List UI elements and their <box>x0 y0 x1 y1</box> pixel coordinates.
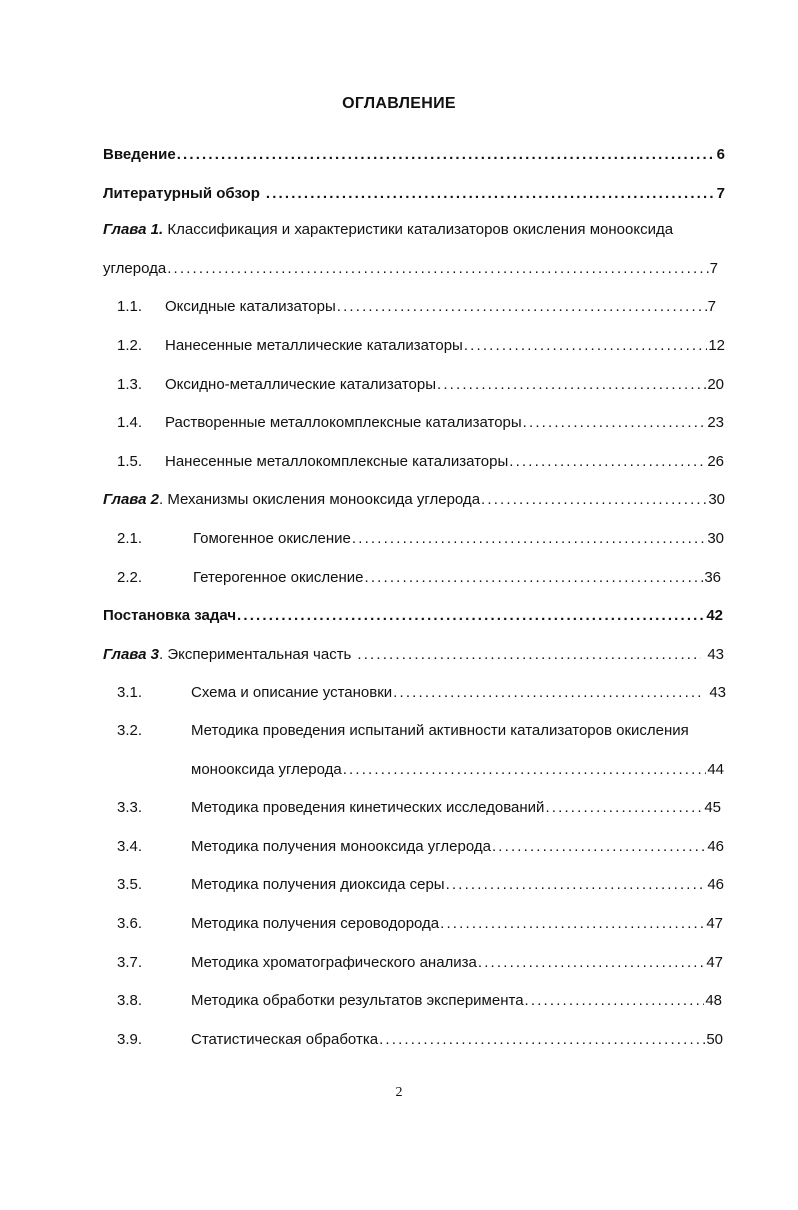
entry-text: монооксида углерода <box>191 761 342 778</box>
entry-text: Нанесенные металлические катализаторы <box>165 337 463 354</box>
toc-entry-introduction <box>103 146 725 164</box>
entry-page: 36 <box>704 569 721 586</box>
toc-entry-1-2 <box>117 337 725 355</box>
entry-text: . Экспериментальная часть <box>159 646 352 663</box>
entry-page: 20 <box>707 376 724 393</box>
entry-number: 2.1. <box>117 530 143 547</box>
toc-entry-3-6 <box>117 915 723 933</box>
entry-page: 7 <box>707 298 716 315</box>
leader-dots <box>509 453 706 471</box>
entry-page: 43 <box>707 646 724 663</box>
leader-dots <box>446 876 707 894</box>
entry-number: 3.3. <box>117 799 143 816</box>
entry-number: 3.4. <box>117 838 143 855</box>
toc-entry-literature-review <box>103 185 725 203</box>
toc-chapter-3 <box>103 646 724 664</box>
entry-page: 50 <box>706 1031 723 1048</box>
page-number: 2 <box>395 1085 403 1100</box>
leader-dots <box>177 146 716 164</box>
toc-entry-3-1 <box>117 684 726 702</box>
entry-text: Оксидно-металлические катализаторы <box>165 376 436 393</box>
toc-title: ОГЛАВЛЕНИЕ <box>342 95 456 112</box>
entry-number: 1.4. <box>117 414 143 431</box>
toc-entry-1-3 <box>117 376 724 394</box>
leader-dots <box>478 954 705 972</box>
entry-text: Методика получения сероводорода <box>191 915 440 932</box>
entry-page: 47 <box>706 954 723 971</box>
entry-page: 46 <box>707 876 724 893</box>
leader-dots <box>337 298 707 316</box>
entry-page: 30 <box>708 491 725 508</box>
entry-text: Статистическая обработка <box>191 1031 379 1048</box>
entry-text: углерода <box>103 260 167 277</box>
leader-dots <box>379 1031 705 1049</box>
entry-page: 42 <box>706 607 723 624</box>
leader-dots <box>440 915 705 933</box>
leader-dots <box>525 992 705 1010</box>
entry-text: Гетерогенное окисление <box>193 569 364 586</box>
leader-dots <box>352 530 706 548</box>
toc-chapter-1-line2 <box>103 260 718 278</box>
leader-dots <box>364 569 703 587</box>
entry-text: Оксидные катализаторы <box>165 298 336 315</box>
toc-entry-2-1 <box>117 530 724 548</box>
chapter-label: Глава 1. <box>103 221 164 238</box>
leader-dots <box>523 414 707 432</box>
entry-text: Введение <box>103 146 176 163</box>
leader-dots <box>393 684 703 702</box>
toc-entry-3-2-line2 <box>191 761 724 779</box>
entry-page: 7 <box>716 185 725 202</box>
leader-dots <box>437 376 706 394</box>
toc-entry-1-5 <box>117 453 724 471</box>
toc-entry-problem-statement <box>103 607 723 625</box>
entry-number: 3.7. <box>117 954 143 971</box>
entry-page: 26 <box>707 453 724 470</box>
entry-page: 43 <box>709 684 726 701</box>
entry-number: 3.2. <box>117 722 143 739</box>
toc-entry-3-2-line1 <box>117 722 689 740</box>
toc-entry-3-4 <box>117 838 724 856</box>
entry-page: 45 <box>704 799 721 816</box>
entry-text: Нанесенные металлокомплексные катализаторы <box>165 453 509 470</box>
entry-text: Классификация и характеристики катализаторов окисления монооксида <box>163 221 674 238</box>
entry-text: Методика проведения кинетических исследований <box>191 799 545 816</box>
toc-entry-3-9 <box>117 1031 723 1049</box>
entry-number: 3.8. <box>117 992 143 1009</box>
entry-number: 3.5. <box>117 876 143 893</box>
entry-text: Растворенные металлокомплексные катализаторы <box>165 414 522 431</box>
entry-text: Схема и описание установки <box>191 684 393 701</box>
toc-entry-2-2 <box>117 569 721 587</box>
entry-text: Методика получения диоксида серы <box>191 876 445 893</box>
entry-text: Литературный обзор <box>103 185 260 202</box>
entry-page: 23 <box>707 414 724 431</box>
entry-text: Методика проведения испытаний активности катализаторов окисления <box>191 722 689 739</box>
entry-page: 7 <box>709 260 718 277</box>
leader-dots <box>492 838 706 856</box>
toc-entry-3-5 <box>117 876 724 894</box>
toc-entry-1-4 <box>117 414 724 432</box>
leader-dots <box>464 337 707 355</box>
entry-page: 48 <box>705 992 722 1009</box>
toc-chapter-2 <box>103 491 725 509</box>
entry-number: 3.1. <box>117 684 143 701</box>
leader-dots <box>481 491 707 509</box>
entry-page: 12 <box>708 337 725 354</box>
entry-text: Постановка задач <box>103 607 237 624</box>
leader-dots <box>545 799 703 817</box>
entry-text: Методика хроматографического анализа <box>191 954 477 971</box>
chapter-label: Глава 2 <box>103 491 160 508</box>
entry-page: 6 <box>716 146 725 163</box>
entry-number: 1.2. <box>117 337 143 354</box>
leader-dots <box>266 185 716 203</box>
leader-dots <box>357 646 701 664</box>
chapter-label: Глава 3 <box>103 646 160 663</box>
leader-dots <box>237 607 705 625</box>
entry-number: 1.3. <box>117 376 143 393</box>
entry-text: . Механизмы окисления монооксида углерода <box>159 491 481 508</box>
entry-number: 3.9. <box>117 1031 143 1048</box>
entry-number: 2.2. <box>117 569 143 586</box>
entry-text: Методика получения монооксида углерода <box>191 838 491 855</box>
leader-dots <box>343 761 707 779</box>
toc-entry-3-7 <box>117 954 723 972</box>
entry-page: 46 <box>707 838 724 855</box>
entry-number: 3.6. <box>117 915 143 932</box>
leader-dots <box>167 260 708 278</box>
entry-number: 1.5. <box>117 453 143 470</box>
entry-number: 1.1. <box>117 298 143 315</box>
entry-page: 44 <box>707 761 724 778</box>
toc-entry-3-8 <box>117 992 722 1010</box>
toc-entry-3-3 <box>117 799 721 817</box>
entry-page: 30 <box>707 530 724 547</box>
entry-page: 47 <box>706 915 723 932</box>
entry-text: Методика обработки результатов эксперимента <box>191 992 524 1009</box>
toc-entry-1-1 <box>117 298 716 316</box>
entry-text: Гомогенное окисление <box>193 530 351 547</box>
toc-chapter-1-line1 <box>103 221 673 239</box>
